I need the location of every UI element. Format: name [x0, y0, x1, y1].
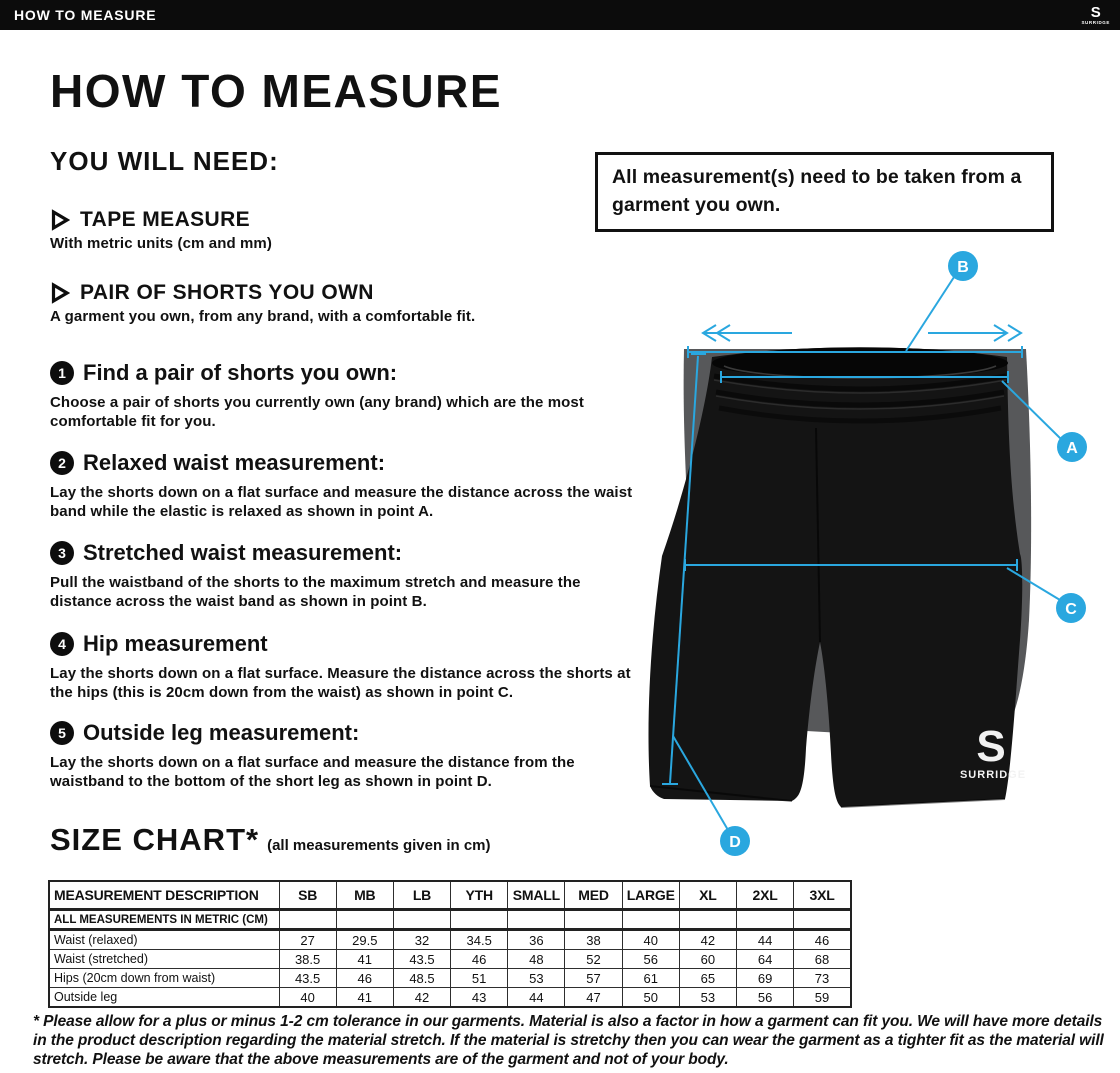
cell: 44	[737, 930, 794, 950]
cell: 73	[794, 969, 851, 988]
step-body: Lay the shorts down on a flat surface and measure the distance from the waistband to the bottom of the short leg as shown in point D.	[50, 754, 575, 791]
column-header: MED	[565, 881, 622, 910]
step-number-badge: 2	[50, 451, 74, 475]
empty-cell	[336, 910, 393, 930]
size-chart-table	[48, 880, 852, 1008]
cell: 32	[393, 930, 450, 950]
cell: 43	[451, 988, 508, 1008]
need-item-tape-measure	[50, 208, 630, 252]
cell: 43.5	[393, 950, 450, 969]
cell: 40	[622, 930, 679, 950]
step-item-4	[50, 631, 640, 702]
shorts-brand-mark: S	[976, 722, 1006, 771]
column-header: SB	[279, 881, 336, 910]
empty-cell	[679, 910, 736, 930]
cell: 56	[622, 950, 679, 969]
svg-text:A: A	[1066, 440, 1078, 457]
cell: 38	[565, 930, 622, 950]
empty-cell	[508, 910, 565, 930]
cell: 50	[622, 988, 679, 1008]
page-title: HOW TO MEASURE	[50, 65, 503, 117]
triangle-bullet-icon	[50, 282, 70, 304]
cell: 57	[565, 969, 622, 988]
cell: 29.5	[336, 930, 393, 950]
empty-cell	[279, 910, 336, 930]
you-will-need-heading: YOU WILL NEED:	[50, 146, 279, 176]
cell: 48	[508, 950, 565, 969]
cell: 46	[794, 930, 851, 950]
table-row	[49, 930, 851, 950]
size-chart-heading	[50, 822, 491, 858]
cell: 59	[794, 988, 851, 1008]
step-number-badge: 1	[50, 361, 74, 385]
table-row	[49, 969, 851, 988]
need-item-shorts	[50, 281, 630, 325]
title-bar-label: HOW TO MEASURE	[14, 7, 157, 23]
cell: 48.5	[393, 969, 450, 988]
cell: 41	[336, 988, 393, 1008]
size-chart-title: SIZE CHART*	[50, 822, 260, 857]
need-item-desc: A garment you own, from any brand, with a comfortable fit.	[50, 308, 476, 325]
column-header: MEASUREMENT DESCRIPTION	[49, 881, 279, 910]
cell: 53	[679, 988, 736, 1008]
disclaimer-text: * Please allow for a plus or minus 1-2 cm tolerance in our garments. Material is also a factor in how a garment can fit you. We will have more details in the product description regarding the material stretch. If the material is stretchy then you can wear the garment as a tighter fit as the material will stretch. Please be aware that the above measurements are of the garment and not of your body.	[33, 1013, 1104, 1069]
step-number-badge: 4	[50, 632, 74, 656]
cell: 51	[451, 969, 508, 988]
svg-text:B: B	[957, 259, 969, 276]
shorts-measure-diagram	[640, 243, 1100, 873]
empty-cell	[794, 910, 851, 930]
empty-cell	[451, 910, 508, 930]
cell: 42	[393, 988, 450, 1008]
step-item-5	[50, 720, 640, 791]
table-header-row	[49, 881, 851, 910]
table-row	[49, 950, 851, 969]
cell: 68	[794, 950, 851, 969]
cell: 38.5	[279, 950, 336, 969]
column-header: 2XL	[737, 881, 794, 910]
column-header: 3XL	[794, 881, 851, 910]
step-title: Find a pair of shorts you own:	[83, 360, 398, 385]
surridge-logo-icon	[1081, 5, 1110, 26]
cell: 41	[336, 950, 393, 969]
cell: 47	[565, 988, 622, 1008]
metric-note-row	[49, 910, 851, 930]
cell: 27	[279, 930, 336, 950]
step-title: Stretched waist measurement:	[83, 540, 403, 565]
cell: 60	[679, 950, 736, 969]
step-item-2	[50, 450, 640, 521]
note-box: All measurement(s) need to be taken from a garment you own.	[595, 152, 1054, 232]
marker-c	[1056, 593, 1086, 623]
surridge-logo-text: SURRIDGE	[1081, 19, 1110, 25]
size-chart-subtitle: (all measurements given in cm)	[267, 837, 491, 854]
marker-a	[1057, 432, 1087, 462]
cell: 52	[565, 950, 622, 969]
step-title: Outside leg measurement:	[83, 720, 360, 745]
svg-text:C: C	[1065, 601, 1077, 618]
empty-cell	[737, 910, 794, 930]
cell: 46	[336, 969, 393, 988]
empty-cell	[622, 910, 679, 930]
shorts-body	[649, 347, 1023, 807]
svg-text:D: D	[729, 834, 741, 851]
metric-note-cell: ALL MEASUREMENTS IN METRIC (CM)	[49, 910, 279, 930]
triangle-bullet-icon	[50, 209, 70, 231]
step-number-badge: 3	[50, 541, 74, 565]
column-header: SMALL	[508, 881, 565, 910]
need-item-title: PAIR OF SHORTS YOU OWN	[80, 281, 374, 304]
surridge-logo-mark: S	[1090, 3, 1101, 21]
cell: 56	[737, 988, 794, 1008]
title-bar	[0, 0, 1120, 30]
cell: 64	[737, 950, 794, 969]
cell: 36	[508, 930, 565, 950]
step-number-badge: 5	[50, 721, 74, 745]
row-label: Hips (20cm down from waist)	[49, 969, 279, 988]
step-body: Lay the shorts down on a flat surface. Measure the distance across the shorts at the hips (this is 20cm down from the waist) as shown in point C.	[50, 665, 631, 702]
cell: 43.5	[279, 969, 336, 988]
cell: 69	[737, 969, 794, 988]
empty-cell	[393, 910, 450, 930]
row-label: Waist (stretched)	[49, 950, 279, 969]
cell: 42	[679, 930, 736, 950]
step-body: Lay the shorts down on a flat surface and measure the distance across the waist band while the elastic is relaxed as shown in point A.	[50, 484, 633, 521]
step-body: Pull the waistband of the shorts to the maximum stretch and measure the distance across the waist band as shown in point B.	[50, 574, 581, 611]
cell: 34.5	[451, 930, 508, 950]
shorts-brand-text: SURRIDGE	[959, 769, 1027, 781]
step-body: Choose a pair of shorts you currently own (any brand) which are the most comfortable fit for you.	[50, 394, 584, 431]
need-item-title: TAPE MEASURE	[80, 208, 251, 231]
column-header: LB	[393, 881, 450, 910]
cell: 46	[451, 950, 508, 969]
need-item-desc: With metric units (cm and mm)	[50, 235, 272, 252]
table-row	[49, 988, 851, 1008]
cell: 65	[679, 969, 736, 988]
cell: 61	[622, 969, 679, 988]
empty-cell	[565, 910, 622, 930]
marker-d	[720, 826, 750, 856]
column-header: LARGE	[622, 881, 679, 910]
row-label: Waist (relaxed)	[49, 930, 279, 950]
marker-b	[948, 251, 978, 281]
cell: 53	[508, 969, 565, 988]
step-title: Hip measurement	[83, 631, 268, 656]
column-header: XL	[679, 881, 736, 910]
cell: 40	[279, 988, 336, 1008]
step-item-3	[50, 540, 640, 611]
step-title: Relaxed waist measurement:	[83, 450, 386, 475]
row-label: Outside leg	[49, 988, 279, 1008]
column-header: MB	[336, 881, 393, 910]
cell: 44	[508, 988, 565, 1008]
step-item-1	[50, 360, 640, 431]
column-header: YTH	[451, 881, 508, 910]
